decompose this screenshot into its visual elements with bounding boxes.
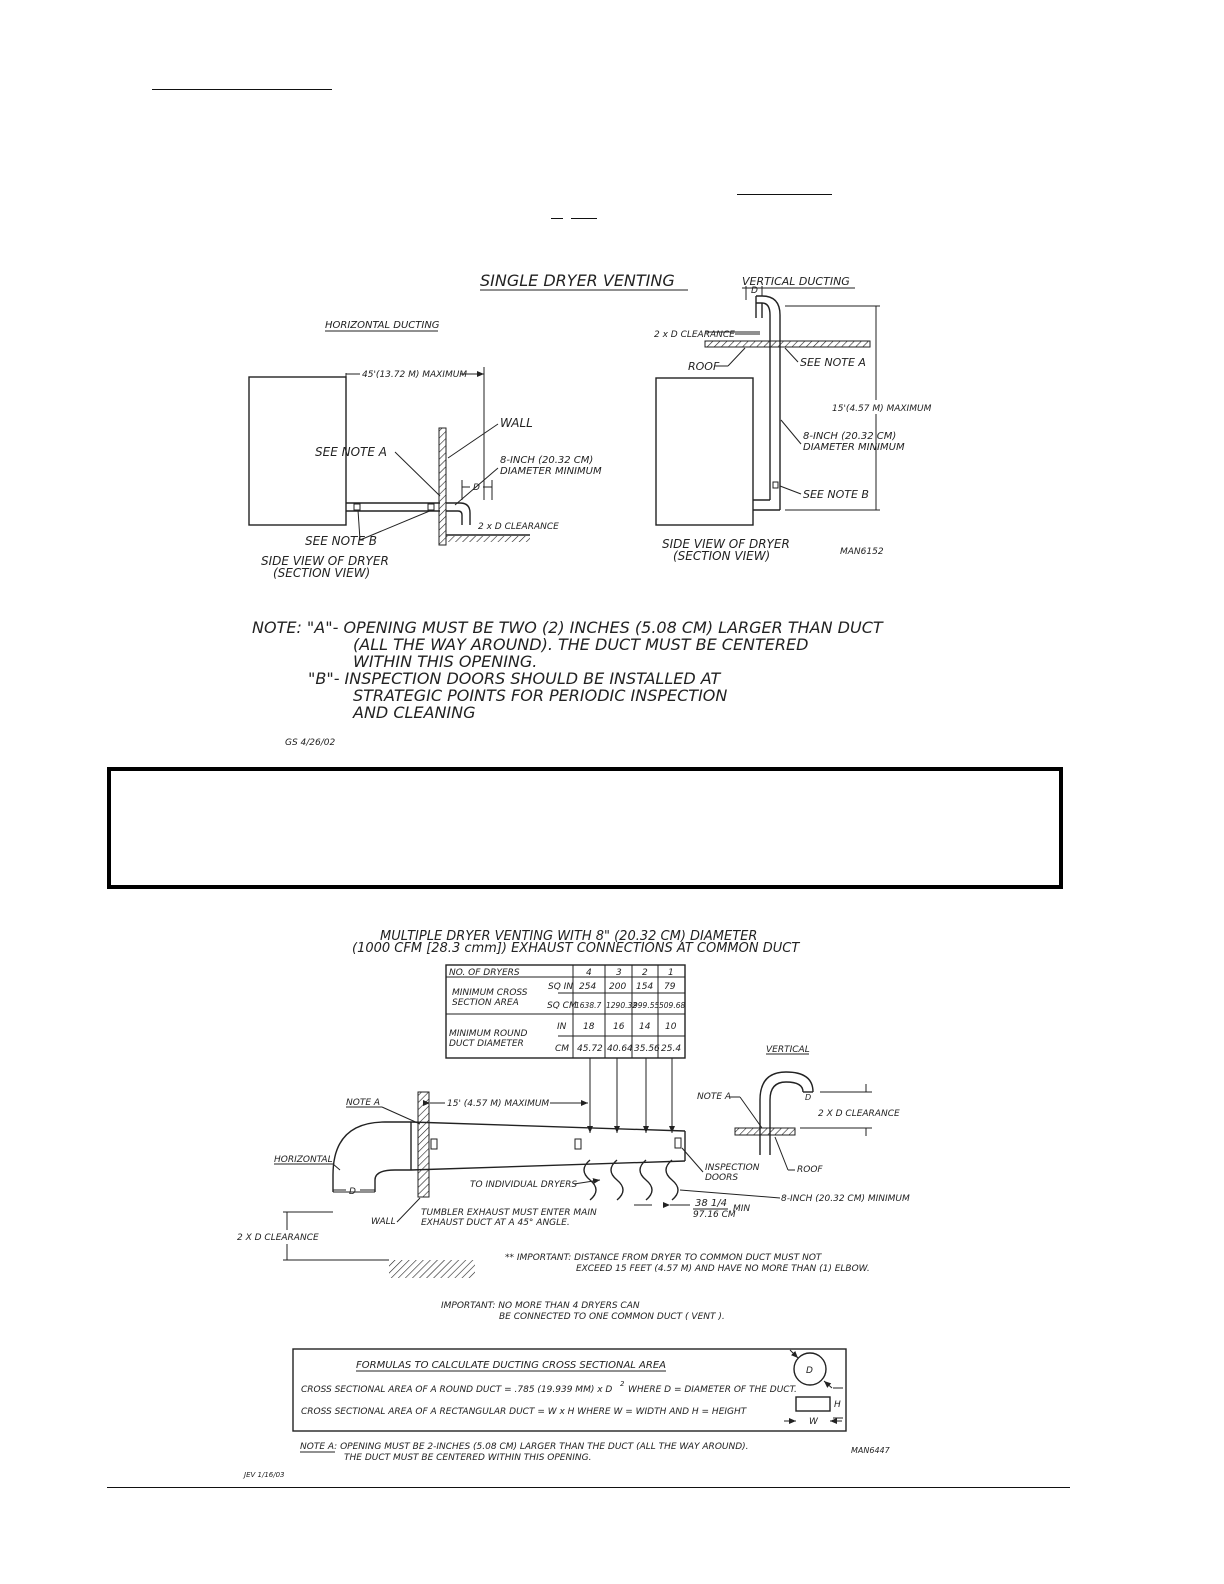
multi-title-2: (1000 CFM [28.3 cmm]) EXHAUST CONNECTIONS AT COMMON DUCT (352, 941, 800, 956)
sq-cm-1: 509.68 (659, 1001, 686, 1010)
dist-min: MIN (733, 1204, 751, 1214)
v-side-view-2: (SECTION VIEW) (673, 549, 771, 563)
formula-title: FORMULAS TO CALCULATE DUCTING CROSS SECTIONAL AREA (356, 1360, 666, 1371)
v-detail-d: D (805, 1093, 812, 1102)
formula-w: W (809, 1417, 818, 1427)
dist-38: 38 1/4 (695, 1198, 727, 1209)
horizontal-ducting-view (249, 320, 602, 580)
in-2: 14 (639, 1022, 651, 1032)
formula-h: H (834, 1400, 841, 1410)
inspection-doors-2: DOORS (705, 1173, 739, 1183)
cm-2: 35.56 (634, 1044, 660, 1054)
vertical-ducting-title: VERTICAL DUCTING (742, 275, 850, 288)
dryer-cabinet-vertical (656, 378, 753, 525)
note-line-4: "B"- INSPECTION DOORS SHOULD BE INSTALLED AT (308, 669, 721, 688)
formula-d: D (806, 1366, 813, 1376)
sq-cm-label: SQ CM (547, 1001, 577, 1011)
wall-label: WALL (500, 416, 533, 430)
table-header: NO. OF DRYERS (449, 968, 520, 978)
v-see-note-b-label: SEE NOTE B (803, 488, 869, 501)
sq-in-3: 200 (609, 982, 627, 992)
formula-round-sup: 2 (620, 1380, 625, 1388)
roof-label: ROOF (688, 360, 720, 373)
note-line-1: NOTE: "A"- OPENING MUST BE TWO (2) INCHES (5.08 CM) LARGER THAN DUCT (252, 618, 883, 637)
sq-in-label: SQ IN (548, 982, 574, 992)
v-max-label: 15'(4.57 M) MAXIMUM (832, 404, 932, 414)
warning-box (107, 767, 1063, 889)
formula-rect: CROSS SECTIONAL AREA OF A RECTANGULAR DUCT = W x H WHERE W = WIDTH AND H = HEIGHT (301, 1407, 747, 1417)
multi-max-15: 15' (4.57 M) MAXIMUM (447, 1099, 550, 1109)
side-view-label-2: (SECTION VIEW) (273, 566, 371, 580)
roof-section (705, 341, 870, 347)
multi-wall-label: WALL (371, 1217, 396, 1227)
horizontal-label: HORIZONTAL (274, 1155, 333, 1165)
formula-box (293, 1349, 846, 1431)
important-4: BE CONNECTED TO ONE COMMON DUCT ( VENT ). (499, 1312, 725, 1322)
cm-4: 45.72 (577, 1044, 603, 1054)
v-d-label: D (751, 286, 758, 296)
inspection-door-2 (428, 504, 434, 510)
date-code-2: JEV 1/16/03 (244, 1471, 285, 1479)
tumbler-note-2: EXHAUST DUCT AT A 45° ANGLE. (421, 1218, 570, 1228)
important-2: EXCEED 15 FEET (4.57 M) AND HAVE NO MORE THAN (1) ELBOW. (576, 1264, 870, 1274)
area-label-2: SECTION AREA (452, 998, 519, 1008)
dist-cm: 97.16 CM (693, 1210, 736, 1220)
count-1: 1 (668, 968, 674, 978)
min-8-inch: 8-INCH (20.32 CM) MINIMUM (781, 1194, 910, 1204)
sq-in-1: 79 (664, 982, 676, 992)
to-individual-dryers: TO INDIVIDUAL DRYERS (470, 1180, 578, 1190)
single-title: SINGLE DRYER VENTING (480, 271, 675, 290)
v-clearance-label: 2 x D CLEARANCE (654, 330, 735, 340)
see-note-a-label: SEE NOTE A (315, 445, 387, 459)
sq-cm-2: 999.55 (633, 1001, 660, 1010)
man-code-1: MAN6152 (840, 547, 884, 557)
side-view-label-1: SIDE VIEW OF DRYER (261, 554, 389, 568)
clearance-label: 2 x D CLEARANCE (478, 522, 559, 532)
v-roof: ROOF (797, 1165, 823, 1175)
vertical-label: VERTICAL (766, 1045, 810, 1055)
note-a-text-1: NOTE A: OPENING MUST BE 2-INCHES (5.08 CM) LARGER THAN THE DUCT (ALL THE WAY AROUND). (300, 1442, 749, 1452)
important-3: IMPORTANT: NO MORE THAN 4 DRYERS CAN (441, 1301, 640, 1311)
roof-multi (735, 1128, 795, 1135)
dia-label-2: DUCT DIAMETER (449, 1039, 524, 1049)
man-code-2: MAN6447 (851, 1446, 890, 1455)
sq-cm-4: 1638.7 (575, 1001, 602, 1010)
multiple-dryer-venting (237, 929, 910, 1479)
note-line-3: WITHIN THIS OPENING. (353, 652, 538, 671)
count-2: 2 (642, 968, 648, 978)
important-1: ** IMPORTANT: DISTANCE FROM DRYER TO COMMON DUCT MUST NOT (505, 1253, 822, 1263)
cm-3: 40.64 (607, 1044, 633, 1054)
v-clearance: 2 X D CLEARANCE (818, 1109, 900, 1119)
duct-size-label-1: 8-INCH (20.32 CM) (500, 455, 594, 466)
in-3: 16 (613, 1022, 625, 1032)
inspection-door-1 (354, 504, 360, 510)
inspection-doors-1: INSPECTION (705, 1163, 760, 1173)
v-side-view-1: SIDE VIEW OF DRYER (662, 537, 790, 551)
footer-rule (107, 1487, 1070, 1488)
vertical-detail (697, 1045, 900, 1175)
wall-multi (418, 1092, 429, 1197)
in-4: 18 (583, 1022, 595, 1032)
multi-title-1: MULTIPLE DRYER VENTING WITH 8" (20.32 CM) DIAMETER (380, 929, 758, 944)
note-line-5: STRATEGIC POINTS FOR PERIODIC INSPECTION (353, 686, 728, 705)
sq-in-2: 154 (636, 982, 654, 992)
multi-d-label: D (349, 1187, 356, 1197)
formula-round: CROSS SECTIONAL AREA OF A ROUND DUCT = .785 (19.939 MM) x D (301, 1385, 613, 1395)
count-3: 3 (616, 968, 622, 978)
inspection-door-v (773, 482, 778, 488)
d-label: D (473, 483, 480, 493)
v-duct-size-1: 8-INCH (20.32 CM) (803, 431, 897, 442)
sq-in-4: 254 (579, 982, 597, 992)
multi-note-a: NOTE A (346, 1098, 381, 1108)
note-a-text-2: THE DUCT MUST BE CENTERED WITHIN THIS OPENING. (344, 1453, 592, 1463)
in-label: IN (557, 1022, 567, 1032)
count-4: 4 (586, 968, 592, 978)
v-duct-size-2: DIAMETER MINIMUM (803, 442, 905, 453)
vertical-ducting-view (654, 275, 932, 563)
h-max-label: 45'(13.72 M) MAXIMUM (362, 370, 468, 380)
area-label-1: MINIMUM CROSS (452, 988, 528, 998)
sq-cm-3: 1290.32 (606, 1001, 638, 1010)
cm-1: 25.4 (661, 1044, 682, 1054)
see-note-b-label: SEE NOTE B (305, 534, 377, 548)
v-note-a: NOTE A (697, 1092, 732, 1102)
in-1: 10 (665, 1022, 677, 1032)
v-see-note-a-label: SEE NOTE A (800, 356, 866, 369)
rect-duct-icon (796, 1397, 830, 1411)
note-line-6: AND CLEANING (353, 703, 476, 722)
sizing-table (446, 965, 685, 1058)
multi-clearance-h: 2 X D CLEARANCE (237, 1233, 319, 1243)
date-code-1: GS 4/26/02 (285, 738, 336, 748)
cm-label: CM (555, 1044, 570, 1054)
ground-multi (389, 1260, 475, 1278)
wall-section (439, 428, 446, 545)
duct-size-label-2: DIAMETER MINIMUM (500, 466, 602, 477)
horizontal-ducting-title: HORIZONTAL DUCTING (325, 320, 440, 331)
dia-label-1: MINIMUM ROUND (449, 1029, 528, 1039)
formula-round-tail: WHERE D = DIAMETER OF THE DUCT. (628, 1385, 797, 1395)
single-notes (252, 618, 884, 748)
single-dryer-venting (249, 271, 932, 748)
tumbler-note-1: TUMBLER EXHAUST MUST ENTER MAIN (421, 1208, 597, 1218)
note-line-2: (ALL THE WAY AROUND). THE DUCT MUST BE CENTERED (353, 635, 809, 654)
